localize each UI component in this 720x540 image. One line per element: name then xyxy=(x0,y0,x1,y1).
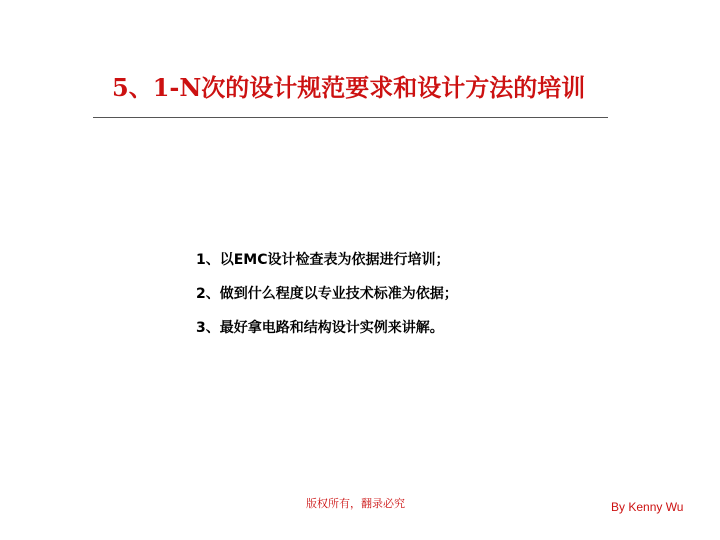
footer-copyright: 版权所有，翻录必究 xyxy=(306,497,405,510)
list-item: 3、最好拿电路和结构设计实例来讲解。 xyxy=(196,320,444,336)
list-item: 2、做到什么程度以专业技术标准为依据； xyxy=(196,286,458,302)
slide-title: 5、1-N次的设计规范要求和设计方法的培训 xyxy=(112,73,586,102)
list-item: 1、以EMC设计检查表为依据进行培训； xyxy=(196,252,450,268)
footer-author: By Kenny Wu xyxy=(611,500,684,514)
bullet-list xyxy=(196,250,458,352)
title-divider xyxy=(93,117,608,118)
